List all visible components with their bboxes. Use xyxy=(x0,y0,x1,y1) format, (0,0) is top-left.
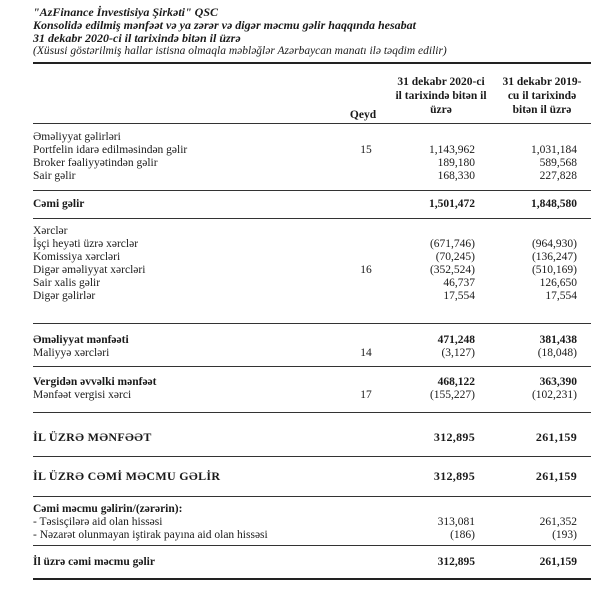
table-row xyxy=(33,389,591,402)
row-value-2020: 312,895 xyxy=(437,556,475,568)
row-note: 14 xyxy=(360,347,372,359)
table-row xyxy=(33,516,591,529)
row-value-2019: 1,031,184 xyxy=(531,144,577,156)
row-label: Əməliyyat gəlirləri xyxy=(33,131,121,143)
row-label: Broker fəaliyyətindən gəlir xyxy=(33,157,158,169)
row-value-2020: (352,524) xyxy=(429,264,475,276)
row-note: 15 xyxy=(360,144,372,156)
row-value-2020: 1,501,472 xyxy=(429,198,475,210)
column-header-2019 xyxy=(490,75,594,117)
row-value-2020: (3,127) xyxy=(441,347,475,359)
row-label: Digər əməliyyat xərcləri xyxy=(33,264,146,276)
table-row xyxy=(33,264,591,277)
row-value-2019: 261,159 xyxy=(535,430,577,444)
table-row xyxy=(33,277,591,290)
row-label: Sair xalis gəlir xyxy=(33,277,101,289)
row-value-2019: 589,568 xyxy=(539,157,577,169)
row-value-2019: 261,159 xyxy=(539,556,577,568)
table-row xyxy=(33,131,591,144)
row-value-2020: 46,737 xyxy=(443,277,475,289)
note-column-header: Qeyd xyxy=(349,109,377,121)
table-row-subtotal xyxy=(33,334,591,347)
column-header-2019-line1: 31 dekabr 2019- xyxy=(502,76,582,88)
row-label: Cəmi məcmu gəlirin/(zərərin): xyxy=(33,503,183,515)
row-value-2019: (136,247) xyxy=(531,251,577,263)
row-label: İşçi heyəti üzrə xərclər xyxy=(33,238,139,250)
column-header-rule xyxy=(33,123,591,124)
table-row xyxy=(33,157,591,170)
table-row xyxy=(33,290,591,303)
row-value-2019: (18,048) xyxy=(537,347,577,359)
row-label: Xərclər xyxy=(33,225,68,237)
row-value-2019: 381,438 xyxy=(539,334,577,346)
section-rule xyxy=(33,496,591,497)
currency-note: (Xüsusi göstərilmiş hallar istisna olmaqla məbləğlər Azərbaycan manatı ilə təqdim edilir) xyxy=(33,45,447,57)
section-rule xyxy=(33,190,591,191)
row-note: 16 xyxy=(360,264,372,276)
table-row xyxy=(33,144,591,157)
row-value-2020: 468,122 xyxy=(437,376,475,388)
table-row xyxy=(33,251,591,264)
row-label: Əməliyyat mənfəəti xyxy=(33,334,129,346)
row-value-2020: 312,895 xyxy=(433,469,475,483)
row-label: Maliyyə xərcləri xyxy=(33,347,110,359)
column-header-2020-line3: üzrə xyxy=(430,104,452,116)
section-rule xyxy=(33,545,591,546)
row-value-2020: (155,227) xyxy=(429,389,475,401)
column-header-2019-line2: cu il tarixində xyxy=(507,90,577,102)
row-value-2019: 126,650 xyxy=(539,277,577,289)
row-value-2019: 261,159 xyxy=(535,469,577,483)
row-label: Vergidən əvvəlki mənfəət xyxy=(33,376,157,388)
row-value-2020: 189,180 xyxy=(437,157,475,169)
row-label: İL ÜZRƏ CƏMİ MƏCMU GƏLİR xyxy=(33,469,221,483)
row-value-2019: 17,554 xyxy=(545,290,577,302)
table-row xyxy=(33,170,591,183)
row-label: Portfelin idarə edilməsindən gəlir xyxy=(33,144,188,156)
section-rule xyxy=(33,412,591,413)
row-value-2019: (193) xyxy=(552,529,577,541)
row-label: Sair gəlir xyxy=(33,170,76,182)
row-note: 17 xyxy=(360,389,372,401)
row-label: - Nəzarət olunmayan iştirak payına aid olan hissəsi xyxy=(33,529,268,541)
statement-period: 31 dekabr 2020-ci il tarixində bitən il üzrə xyxy=(33,31,241,45)
row-value-2020: 471,248 xyxy=(437,334,475,346)
row-value-2020: 17,554 xyxy=(443,290,475,302)
table-row-subtotal xyxy=(33,376,591,389)
section-rule xyxy=(33,218,591,219)
row-value-2020: 168,330 xyxy=(437,170,475,182)
table-row-total xyxy=(33,556,591,569)
row-value-2020: 1,143,962 xyxy=(429,144,475,156)
section-rule xyxy=(33,456,591,457)
row-label: Mənfəət vergisi xərci xyxy=(33,389,132,401)
row-value-2019: 363,390 xyxy=(539,376,577,388)
row-value-2019: (964,930) xyxy=(531,238,577,250)
table-row-total xyxy=(33,198,591,211)
column-header-2020-line1: 31 dekabr 2020-ci xyxy=(397,76,485,88)
bottom-rule xyxy=(33,578,591,580)
header-rule xyxy=(33,62,591,64)
table-row xyxy=(33,238,591,251)
row-label: Cəmi gəlir xyxy=(33,198,85,210)
company-name: "AzFinance İnvestisiya Şirkəti" QSC xyxy=(33,5,219,19)
section-rule xyxy=(33,366,591,367)
row-label: İl üzrə cəmi məcmu gəlir xyxy=(33,556,155,568)
table-row xyxy=(33,347,591,360)
column-header-2020-line2: il tarixində bitən il xyxy=(395,90,487,102)
row-value-2020: (671,746) xyxy=(429,238,475,250)
row-label: Komissiya xərcləri xyxy=(33,251,121,263)
table-row-total xyxy=(33,470,591,483)
section-rule xyxy=(33,323,591,324)
row-value-2019: 227,828 xyxy=(539,170,577,182)
row-value-2020: (70,245) xyxy=(435,251,475,263)
table-row xyxy=(33,529,591,542)
row-value-2019: (510,169) xyxy=(531,264,577,276)
row-label: Digər gəlirlər xyxy=(33,290,96,302)
table-row-total xyxy=(33,431,591,444)
row-label: İL ÜZRƏ MƏNFƏƏT xyxy=(33,430,152,444)
row-label: - Təsisçilərə aid olan hissəsi xyxy=(33,516,163,528)
row-value-2020: 313,081 xyxy=(437,516,475,528)
table-row xyxy=(33,225,591,238)
table-row xyxy=(33,503,591,516)
statement-title: Konsolidə edilmiş mənfəət və ya zərər və digər məcmu gəlir haqqında hesabat xyxy=(33,18,416,32)
column-header-2020 xyxy=(380,75,502,117)
row-value-2020: 312,895 xyxy=(433,430,475,444)
row-value-2019: 261,352 xyxy=(539,516,577,528)
row-value-2019: (102,231) xyxy=(531,389,577,401)
row-value-2019: 1,848,580 xyxy=(531,198,577,210)
column-header-2019-line3: bitən il üzrə xyxy=(512,104,572,116)
row-value-2020: (186) xyxy=(450,529,475,541)
